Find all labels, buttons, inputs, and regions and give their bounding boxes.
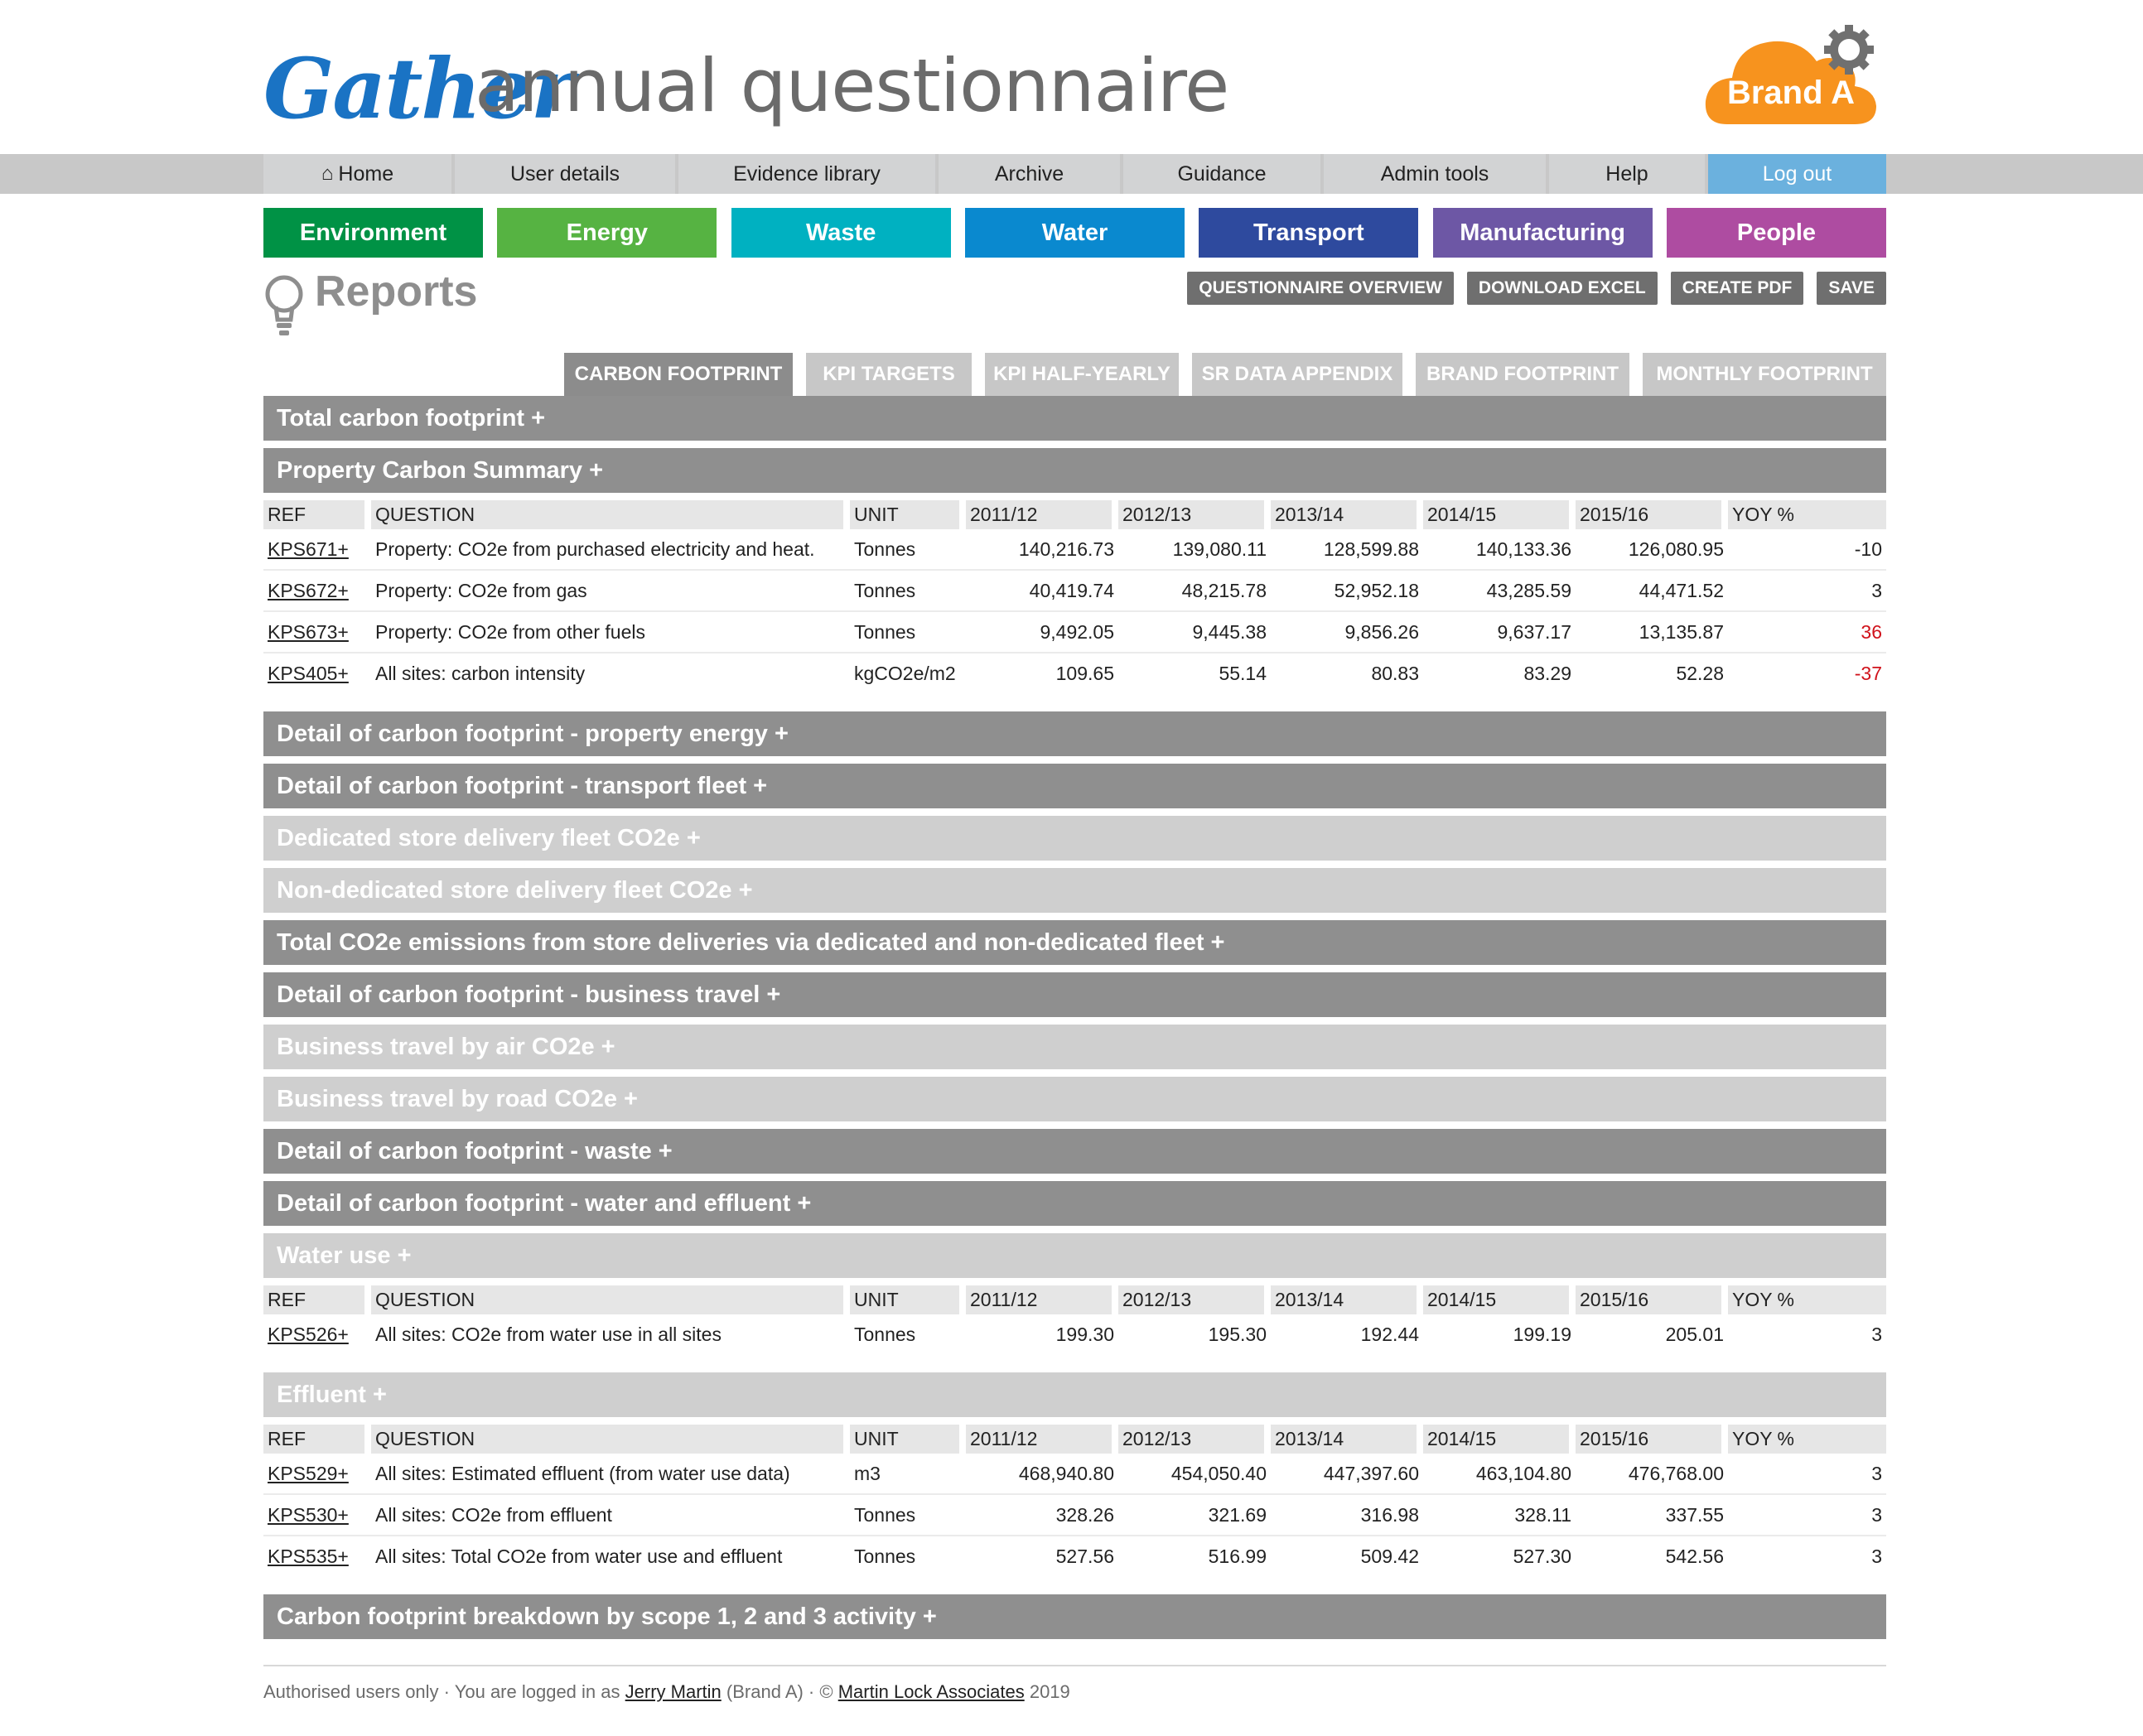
column-header: 2011/12 (966, 1285, 1118, 1314)
gather-logo: Gather (263, 40, 573, 137)
ref-link[interactable]: KPS405+ (268, 662, 349, 684)
value-2013-14: 80.83 (1371, 662, 1419, 684)
value-2014-15: 463,104.80 (1475, 1462, 1571, 1484)
table-header-row (263, 500, 1886, 529)
column-header: YOY % (1728, 1425, 1886, 1454)
value-2011-12: 328.26 (1055, 1503, 1114, 1526)
water-use-table (263, 1285, 1886, 1354)
value-2014-15: 83.29 (1523, 662, 1571, 684)
nav-archive[interactable]: Archive (939, 154, 1120, 194)
column-header: QUESTION (371, 500, 850, 529)
nav-home[interactable]: ⌂ Home (263, 154, 451, 194)
value-2015-16: 52.28 (1676, 662, 1724, 684)
value-2013-14: 447,397.60 (1323, 1462, 1419, 1484)
table-row (263, 529, 1886, 571)
section-effluent[interactable]: Effluent + (263, 1372, 1886, 1417)
unit-cell: Tonnes (854, 1545, 916, 1567)
value-2011-12: 40,419.74 (1029, 579, 1114, 601)
category-environment[interactable]: Environment (263, 208, 483, 258)
value-2015-16: 126,080.95 (1628, 538, 1724, 560)
section-business-travel-road[interactable]: Business travel by road CO2e + (263, 1077, 1886, 1121)
nav-guidance[interactable]: Guidance (1123, 154, 1320, 194)
section-property-carbon-summary[interactable]: Property Carbon Summary + (263, 448, 1886, 493)
unit-cell: Tonnes (854, 1503, 916, 1526)
tab-monthly-footprint[interactable]: MONTHLY FOOTPRINT (1643, 353, 1886, 396)
value-2014-15: 199.19 (1513, 1323, 1571, 1345)
value-2012-13: 48,215.78 (1181, 579, 1267, 601)
nav-admin-tools[interactable]: Admin tools (1324, 154, 1546, 194)
value-2011-12: 468,940.80 (1018, 1462, 1114, 1484)
value-2013-14: 192.44 (1360, 1323, 1419, 1345)
value-2012-13: 9,445.38 (1192, 620, 1267, 643)
section-business-travel-air[interactable]: Business travel by air CO2e + (263, 1025, 1886, 1069)
table-row (263, 571, 1886, 612)
question-cell: All sites: carbon intensity (375, 662, 586, 684)
column-header: UNIT (850, 500, 966, 529)
category-people[interactable]: People (1667, 208, 1886, 258)
value-2014-15: 140,133.36 (1475, 538, 1571, 560)
create-pdf-button[interactable]: CREATE PDF (1671, 272, 1804, 305)
column-header: REF (263, 1425, 371, 1454)
section-detail-transport-fleet[interactable]: Detail of carbon footprint - transport fleet + (263, 764, 1886, 808)
column-header: 2015/16 (1576, 1285, 1728, 1314)
value-2012-13: 195.30 (1208, 1323, 1267, 1345)
tab-sr-data-appendix[interactable]: SR DATA APPENDIX (1192, 353, 1402, 396)
footer-divider (263, 1665, 1886, 1666)
brand-label: Brand A (1726, 75, 1856, 111)
section-total-carbon-footprint[interactable]: Total carbon footprint + (263, 396, 1886, 441)
value-2015-16: 476,768.00 (1628, 1462, 1724, 1484)
unit-cell: Tonnes (854, 579, 916, 601)
question-cell: Property: CO2e from purchased electricity and heat. (375, 538, 815, 560)
ref-link[interactable]: KPS673+ (268, 620, 349, 643)
column-header: 2013/14 (1271, 1285, 1423, 1314)
value-2014-15: 328.11 (1514, 1503, 1571, 1526)
unit-cell: Tonnes (854, 538, 916, 560)
unit-cell: Tonnes (854, 620, 916, 643)
yoy-percent: -37 (1854, 662, 1882, 684)
value-2015-16: 542.56 (1665, 1545, 1724, 1567)
table-row (263, 612, 1886, 653)
ref-link[interactable]: KPS526+ (268, 1323, 349, 1345)
table-row (263, 653, 1886, 693)
question-cell: Property: CO2e from gas (375, 579, 587, 601)
column-header: 2012/13 (1118, 1285, 1271, 1314)
column-header: 2013/14 (1271, 1425, 1423, 1454)
value-2013-14: 9,856.26 (1344, 620, 1419, 643)
column-header: 2014/15 (1423, 1285, 1576, 1314)
section-detail-business-travel[interactable]: Detail of carbon footprint - business travel + (263, 972, 1886, 1017)
download-excel-button[interactable]: DOWNLOAD EXCEL (1467, 272, 1658, 305)
value-2013-14: 52,952.18 (1334, 579, 1419, 601)
report-tabs (263, 353, 1886, 396)
value-2013-14: 316.98 (1360, 1503, 1419, 1526)
yoy-percent: 3 (1871, 1323, 1882, 1345)
value-2013-14: 128,599.88 (1323, 538, 1419, 560)
page-title: Reports (315, 268, 478, 316)
column-header: UNIT (850, 1285, 966, 1314)
section-scope-breakdown[interactable]: Carbon footprint breakdown by scope 1, 2 and 3 activity + (263, 1594, 1886, 1639)
column-header: 2012/13 (1118, 1425, 1271, 1454)
unit-cell: Tonnes (854, 1323, 916, 1345)
category-energy[interactable]: Energy (497, 208, 717, 258)
category-waste[interactable]: Waste (731, 208, 951, 258)
column-header: QUESTION (371, 1285, 850, 1314)
section-detail-property-energy[interactable]: Detail of carbon footprint - property energy + (263, 711, 1886, 756)
questionnaire-overview-button[interactable]: QUESTIONNAIRE OVERVIEW (1187, 272, 1454, 305)
column-header: REF (263, 1285, 371, 1314)
table-row (263, 1536, 1886, 1576)
unit-cell: kgCO2e/m2 (854, 662, 956, 684)
column-header: 2015/16 (1576, 500, 1728, 529)
nav-user-details[interactable]: User details (455, 154, 675, 194)
section-total-store-deliveries[interactable]: Total CO2e emissions from store deliveries via dedicated and non-dedicated fleet + (263, 920, 1886, 965)
column-header: REF (263, 500, 371, 529)
home-icon: ⌂ (321, 162, 334, 185)
nav-log-out[interactable]: Log out (1708, 154, 1886, 194)
yoy-percent: 3 (1871, 579, 1882, 601)
ref-link[interactable]: KPS671+ (268, 538, 349, 560)
ref-link[interactable]: KPS672+ (268, 579, 349, 601)
category-transport[interactable]: Transport (1199, 208, 1418, 258)
report-content (263, 396, 1886, 1647)
value-2012-13: 139,080.11 (1172, 538, 1267, 560)
tab-kpi-half-yearly[interactable]: KPI HALF-YEARLY (985, 353, 1179, 396)
value-2012-13: 55.14 (1219, 662, 1267, 684)
yoy-percent: 36 (1861, 620, 1882, 643)
value-2012-13: 321.69 (1208, 1503, 1267, 1526)
column-header: 2014/15 (1423, 1425, 1576, 1454)
section-dedicated-fleet[interactable]: Dedicated store delivery fleet CO2e + (263, 816, 1886, 861)
yoy-percent: 3 (1871, 1462, 1882, 1484)
value-2015-16: 44,471.52 (1639, 579, 1724, 601)
tab-kpi-targets[interactable]: KPI TARGETS (806, 353, 972, 396)
column-header: QUESTION (371, 1425, 850, 1454)
question-cell: All sites: CO2e from water use in all sites (375, 1323, 722, 1345)
lightbulb-icon (263, 273, 305, 340)
footer-user-link[interactable]: Jerry Martin (625, 1681, 722, 1702)
table-row (263, 1314, 1886, 1354)
footer-company-link[interactable]: Martin Lock Associates (837, 1681, 1025, 1702)
value-2014-15: 9,637.17 (1497, 620, 1571, 643)
yoy-percent: -10 (1854, 538, 1882, 560)
brand-badge[interactable] (1704, 25, 1886, 133)
page-footer (263, 1681, 1886, 1703)
section-detail-waste[interactable]: Detail of carbon footprint - waste + (263, 1129, 1886, 1174)
value-2014-15: 43,285.59 (1486, 579, 1571, 601)
value-2011-12: 140,216.73 (1018, 538, 1114, 560)
value-2011-12: 109.65 (1055, 662, 1114, 684)
column-header: 2015/16 (1576, 1425, 1728, 1454)
top-navigation (263, 154, 1886, 194)
value-2013-14: 509.42 (1360, 1545, 1419, 1567)
report-actions (1174, 272, 1886, 305)
property-carbon-table (263, 500, 1886, 693)
value-2011-12: 9,492.05 (1040, 620, 1114, 643)
column-header: 2011/12 (966, 1425, 1118, 1454)
table-header-row (263, 1285, 1886, 1314)
value-2015-16: 13,135.87 (1639, 620, 1724, 643)
category-water[interactable]: Water (965, 208, 1185, 258)
footer-year: 2019 (1029, 1681, 1070, 1702)
yoy-percent: 3 (1871, 1503, 1882, 1526)
table-row (263, 1495, 1886, 1536)
value-2012-13: 454,050.40 (1170, 1462, 1267, 1484)
section-detail-water-effluent[interactable]: Detail of carbon footprint - water and effluent + (263, 1181, 1886, 1226)
tab-carbon-footprint[interactable]: CARBON FOOTPRINT (564, 353, 793, 396)
column-header: 2012/13 (1118, 500, 1271, 529)
value-2015-16: 337.55 (1665, 1503, 1724, 1526)
footer-prefix: Authorised users only · You are logged in as (263, 1681, 620, 1702)
save-button[interactable]: SAVE (1817, 272, 1886, 305)
column-header: 2014/15 (1423, 500, 1576, 529)
effluent-table (263, 1425, 1886, 1576)
column-header: 2013/14 (1271, 500, 1423, 529)
value-2014-15: 527.30 (1513, 1545, 1571, 1567)
value-2015-16: 205.01 (1665, 1323, 1724, 1345)
tab-brand-footprint[interactable]: BRAND FOOTPRINT (1416, 353, 1629, 396)
column-header: 2011/12 (966, 500, 1118, 529)
yoy-percent: 3 (1871, 1545, 1882, 1567)
column-header: YOY % (1728, 1285, 1886, 1314)
app-title: annual questionnaire (475, 43, 1229, 128)
category-manufacturing[interactable]: Manufacturing (1433, 208, 1653, 258)
table-row (263, 1454, 1886, 1495)
table-header-row (263, 1425, 1886, 1454)
ref-link[interactable]: KPS535+ (268, 1545, 349, 1567)
ref-link[interactable]: KPS529+ (268, 1462, 349, 1484)
section-water-use[interactable]: Water use + (263, 1233, 1886, 1278)
nav-evidence-library[interactable]: Evidence library (678, 154, 935, 194)
page-header (263, 25, 1886, 149)
footer-brand: (Brand A) · © (726, 1681, 833, 1702)
value-2011-12: 199.30 (1055, 1323, 1114, 1345)
column-header: UNIT (850, 1425, 966, 1454)
question-cell: All sites: Estimated effluent (from water use data) (375, 1462, 790, 1484)
question-cell: Property: CO2e from other fuels (375, 620, 645, 643)
question-cell: All sites: Total CO2e from water use and effluent (375, 1545, 783, 1567)
question-cell: All sites: CO2e from effluent (375, 1503, 612, 1526)
column-header: YOY % (1728, 500, 1886, 529)
ref-link[interactable]: KPS530+ (268, 1503, 349, 1526)
reports-header (263, 265, 1886, 340)
category-navigation (263, 208, 1886, 258)
value-2012-13: 516.99 (1208, 1545, 1267, 1567)
value-2011-12: 527.56 (1055, 1545, 1114, 1567)
section-non-dedicated-fleet[interactable]: Non-dedicated store delivery fleet CO2e + (263, 868, 1886, 913)
unit-cell: m3 (854, 1462, 881, 1484)
nav-help[interactable]: Help (1549, 154, 1705, 194)
